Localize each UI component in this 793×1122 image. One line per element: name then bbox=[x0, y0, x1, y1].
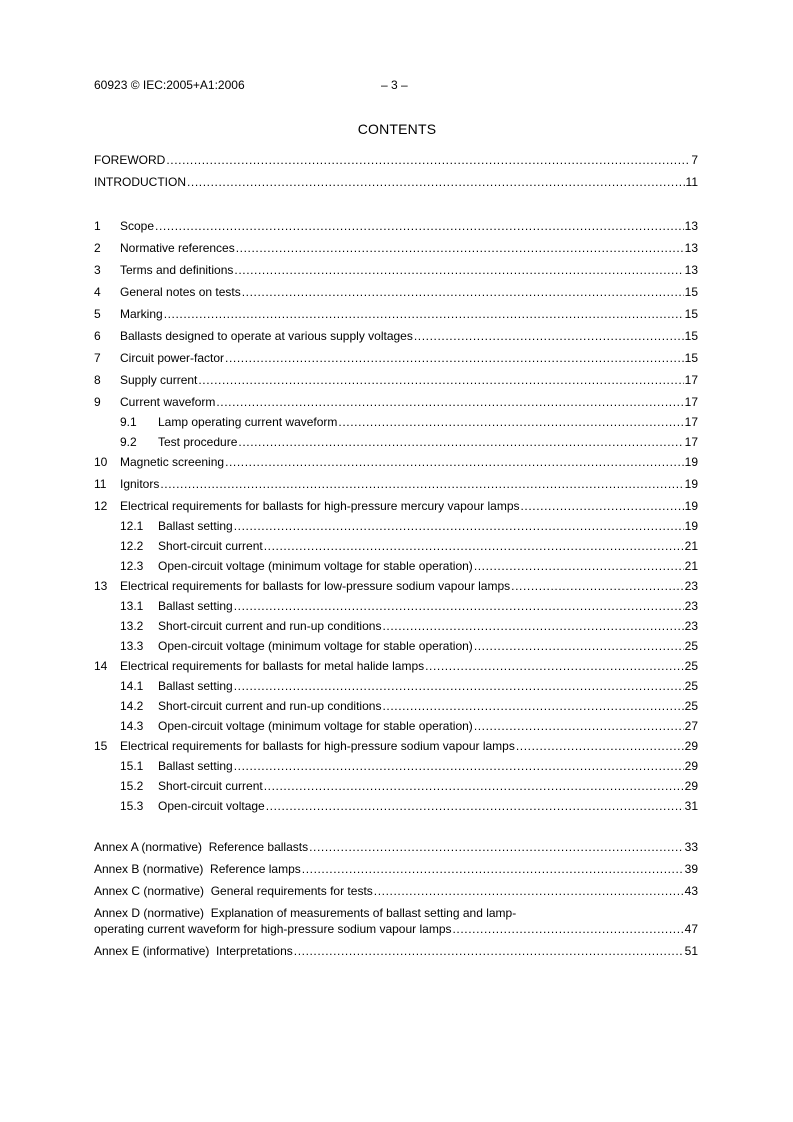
toc-page: 51 bbox=[684, 944, 698, 958]
leader-dots bbox=[521, 498, 684, 514]
leader-dots bbox=[264, 778, 684, 794]
toc-number: 13.2 bbox=[120, 619, 144, 633]
leader-dots bbox=[516, 738, 684, 754]
toc-label: Ballast setting bbox=[158, 759, 233, 773]
toc-label: Scope bbox=[120, 219, 155, 233]
leader-dots bbox=[225, 350, 684, 366]
toc-label: Supply current bbox=[120, 373, 198, 387]
toc-label: Magnetic screening bbox=[120, 455, 225, 469]
leader-dots bbox=[425, 658, 684, 674]
toc-label: Ballast setting bbox=[158, 679, 233, 693]
toc-label: Ballast setting bbox=[158, 599, 233, 613]
toc-number: 13.1 bbox=[120, 599, 144, 613]
toc-entry-annex-a[interactable] bbox=[94, 839, 698, 855]
toc-entry-9[interactable] bbox=[94, 394, 698, 410]
toc-label: Test procedure bbox=[158, 435, 238, 449]
toc-page: 13 bbox=[684, 263, 698, 277]
leader-dots bbox=[266, 798, 684, 814]
leader-dots bbox=[474, 718, 684, 734]
toc-page: 33 bbox=[684, 840, 698, 854]
toc-page: 29 bbox=[684, 759, 698, 773]
toc-page: 25 bbox=[684, 639, 698, 653]
toc-label: Short-circuit current and run-up conditions bbox=[158, 699, 382, 713]
leader-dots bbox=[155, 218, 684, 234]
toc-label: Electrical requirements for ballasts for high-pressure sodium vapour lamps bbox=[120, 739, 515, 753]
toc-page: 13 bbox=[684, 241, 698, 255]
leader-dots bbox=[374, 883, 684, 899]
leader-dots bbox=[511, 578, 683, 594]
toc-label: Ignitors bbox=[120, 477, 160, 491]
toc-number: 15 bbox=[94, 739, 108, 753]
toc-label: Short-circuit current and run-up conditions bbox=[158, 619, 382, 633]
toc-entry-9-2[interactable] bbox=[94, 434, 698, 450]
leader-dots bbox=[198, 372, 683, 388]
toc-label-line2: operating current waveform for high-pressure sodium vapour lamps bbox=[94, 922, 452, 936]
toc-entry-13-2[interactable] bbox=[94, 618, 698, 634]
toc-label-line1: Annex D (normative) Explanation of measurements of ballast setting and lamp- bbox=[94, 906, 517, 920]
toc-entry-14-3[interactable] bbox=[94, 718, 698, 734]
toc-page: 13 bbox=[684, 219, 698, 233]
toc-label: General notes on tests bbox=[120, 285, 241, 299]
toc-number: 5 bbox=[94, 307, 101, 321]
leader-dots bbox=[382, 618, 683, 634]
toc-page: 19 bbox=[684, 455, 698, 469]
toc-number: 2 bbox=[94, 241, 101, 255]
toc-entry-annex-c[interactable] bbox=[94, 883, 698, 899]
toc-page: 17 bbox=[684, 435, 698, 449]
toc-page: 19 bbox=[684, 499, 698, 513]
toc-number: 12.2 bbox=[120, 539, 144, 553]
leader-dots bbox=[414, 328, 684, 344]
toc-entry-15[interactable] bbox=[94, 738, 698, 754]
toc-entry-10[interactable] bbox=[94, 454, 698, 470]
toc-entry-foreword[interactable] bbox=[94, 152, 698, 168]
toc-entry-8[interactable] bbox=[94, 372, 698, 388]
toc-label: Marking bbox=[120, 307, 163, 321]
toc-label: Electrical requirements for ballasts for low-pressure sodium vapour lamps bbox=[120, 579, 511, 593]
toc-number: 9 bbox=[94, 395, 101, 409]
toc-entry-13[interactable] bbox=[94, 578, 698, 594]
leader-dots bbox=[309, 839, 684, 855]
toc-entry-14[interactable] bbox=[94, 658, 698, 674]
toc-entry-introduction[interactable] bbox=[94, 174, 698, 190]
toc-page: 19 bbox=[684, 477, 698, 491]
toc-page: 21 bbox=[684, 539, 698, 553]
toc-page: 15 bbox=[684, 329, 698, 343]
toc-label: Annex C (normative) General requirements for tests bbox=[94, 884, 373, 898]
leader-dots bbox=[234, 678, 684, 694]
toc-number: 4 bbox=[94, 285, 101, 299]
toc-number: 13.3 bbox=[120, 639, 144, 653]
toc-entry-12-3[interactable] bbox=[94, 558, 698, 574]
page-number: – 3 – bbox=[381, 78, 408, 92]
toc-entry-annex-b[interactable] bbox=[94, 861, 698, 877]
toc-page: 29 bbox=[684, 739, 698, 753]
toc-number: 13 bbox=[94, 579, 108, 593]
leader-dots bbox=[234, 518, 684, 534]
toc-number: 7 bbox=[94, 351, 101, 365]
toc-entry-2[interactable] bbox=[94, 240, 698, 256]
toc-number: 9.1 bbox=[120, 415, 137, 429]
toc-label: Lamp operating current waveform bbox=[158, 415, 338, 429]
toc-entry-annex-e[interactable] bbox=[94, 943, 698, 959]
leader-dots bbox=[234, 758, 684, 774]
leader-dots bbox=[160, 476, 683, 492]
toc-label: Open-circuit voltage (minimum voltage for stable operation) bbox=[158, 559, 473, 573]
toc-label: Open-circuit voltage bbox=[158, 799, 265, 813]
toc-label: Circuit power-factor bbox=[120, 351, 225, 365]
toc-number: 3 bbox=[94, 263, 101, 277]
leader-dots bbox=[234, 598, 684, 614]
toc-number: 10 bbox=[94, 455, 108, 469]
toc-entry-15-2[interactable] bbox=[94, 778, 698, 794]
toc-page: 27 bbox=[684, 719, 698, 733]
toc-page: 29 bbox=[684, 779, 698, 793]
toc-page: 23 bbox=[684, 619, 698, 633]
toc-page: 43 bbox=[684, 884, 698, 898]
toc-number: 14.1 bbox=[120, 679, 144, 693]
toc-entry-3[interactable] bbox=[94, 262, 698, 278]
toc-entry-6[interactable] bbox=[94, 328, 698, 344]
toc-label: Short-circuit current bbox=[158, 779, 263, 793]
toc-number: 15.1 bbox=[120, 759, 144, 773]
standard-reference: 60923 © IEC:2005+A1:2006 bbox=[94, 78, 245, 92]
toc-page: 39 bbox=[684, 862, 698, 876]
toc-number: 1 bbox=[94, 219, 101, 233]
toc-number: 12 bbox=[94, 499, 108, 513]
toc-entry-5[interactable] bbox=[94, 306, 698, 322]
toc-page: 11 bbox=[685, 175, 698, 189]
toc-label: Open-circuit voltage (minimum voltage for stable operation) bbox=[158, 719, 473, 733]
leader-dots bbox=[242, 284, 684, 300]
leader-dots bbox=[234, 262, 683, 278]
leader-dots bbox=[216, 394, 683, 410]
toc-label: Annex A (normative) Reference ballasts bbox=[94, 840, 309, 854]
leader-dots bbox=[302, 861, 684, 877]
toc-number: 14.3 bbox=[120, 719, 144, 733]
leader-dots bbox=[264, 538, 684, 554]
toc-label: Ballasts designed to operate at various supply voltages bbox=[120, 329, 413, 343]
toc-number: 14.2 bbox=[120, 699, 144, 713]
toc-number: 14 bbox=[94, 659, 108, 673]
leader-dots bbox=[225, 454, 684, 470]
toc-entry-1[interactable] bbox=[94, 218, 698, 234]
toc-label: INTRODUCTION bbox=[94, 175, 186, 189]
leader-dots bbox=[238, 434, 683, 450]
toc-number: 12.1 bbox=[120, 519, 144, 533]
toc-number: 6 bbox=[94, 329, 101, 343]
toc-page: 17 bbox=[684, 373, 698, 387]
toc-entry-13-1[interactable] bbox=[94, 598, 698, 614]
toc-entry-15-3[interactable] bbox=[94, 798, 698, 814]
toc-entry-15-1[interactable] bbox=[94, 758, 698, 774]
toc-label: Current waveform bbox=[120, 395, 216, 409]
toc-page: 23 bbox=[684, 599, 698, 613]
leader-dots bbox=[164, 306, 684, 322]
toc-number: 12.3 bbox=[120, 559, 144, 573]
toc-page: 17 bbox=[684, 395, 698, 409]
toc-page: 31 bbox=[684, 799, 698, 813]
toc-number: 8 bbox=[94, 373, 101, 387]
toc-page: 25 bbox=[684, 659, 698, 673]
toc-entry-7[interactable] bbox=[94, 350, 698, 366]
page-header bbox=[94, 78, 700, 94]
toc-label: Terms and definitions bbox=[120, 263, 234, 277]
toc-entry-annex-d[interactable] bbox=[94, 905, 698, 937]
leader-dots bbox=[166, 152, 690, 168]
toc-number: 15.3 bbox=[120, 799, 144, 813]
toc-label: Electrical requirements for ballasts for high-pressure mercury vapour lamps bbox=[120, 499, 520, 513]
leader-dots bbox=[474, 558, 684, 574]
toc-entry-12[interactable] bbox=[94, 498, 698, 514]
toc-page: 19 bbox=[684, 519, 698, 533]
toc-entry-11[interactable] bbox=[94, 476, 698, 492]
toc-number: 9.2 bbox=[120, 435, 137, 449]
toc-entry-9-1[interactable] bbox=[94, 414, 698, 430]
toc-entry-14-1[interactable] bbox=[94, 678, 698, 694]
leader-dots bbox=[294, 943, 684, 959]
toc-page: 23 bbox=[684, 579, 698, 593]
toc-number: 11 bbox=[94, 477, 107, 491]
toc-page: 17 bbox=[684, 415, 698, 429]
toc-label: Short-circuit current bbox=[158, 539, 263, 553]
toc-page: 47 bbox=[684, 922, 698, 936]
toc-label-line2-row bbox=[94, 921, 698, 937]
leader-dots bbox=[382, 698, 683, 714]
toc-entry-4[interactable] bbox=[94, 284, 698, 300]
leader-dots bbox=[453, 921, 684, 937]
toc-label: Normative references bbox=[120, 241, 235, 255]
toc-page: 25 bbox=[684, 679, 698, 693]
toc-page: 15 bbox=[684, 285, 698, 299]
toc-page: 15 bbox=[684, 307, 698, 321]
toc-number: 15.2 bbox=[120, 779, 144, 793]
toc-label: Ballast setting bbox=[158, 519, 233, 533]
toc-label: Annex B (normative) Reference lamps bbox=[94, 862, 301, 876]
toc-entry-14-2[interactable] bbox=[94, 698, 698, 714]
toc-entry-13-3[interactable] bbox=[94, 638, 698, 654]
toc-entry-12-1[interactable] bbox=[94, 518, 698, 534]
toc-label: FOREWORD bbox=[94, 153, 166, 167]
page-title: CONTENTS bbox=[357, 121, 437, 137]
leader-dots bbox=[338, 414, 683, 430]
leader-dots bbox=[187, 174, 685, 190]
toc-entry-12-2[interactable] bbox=[94, 538, 698, 554]
toc-page: 7 bbox=[691, 153, 698, 167]
toc-page: 15 bbox=[684, 351, 698, 365]
toc-label: Electrical requirements for ballasts for metal halide lamps bbox=[120, 659, 425, 673]
toc-label: Open-circuit voltage (minimum voltage for stable operation) bbox=[158, 639, 473, 653]
toc-page: 25 bbox=[684, 699, 698, 713]
leader-dots bbox=[236, 240, 684, 256]
toc-page: 21 bbox=[684, 559, 698, 573]
leader-dots bbox=[474, 638, 684, 654]
toc-label: Annex E (informative) Interpretations bbox=[94, 944, 293, 958]
